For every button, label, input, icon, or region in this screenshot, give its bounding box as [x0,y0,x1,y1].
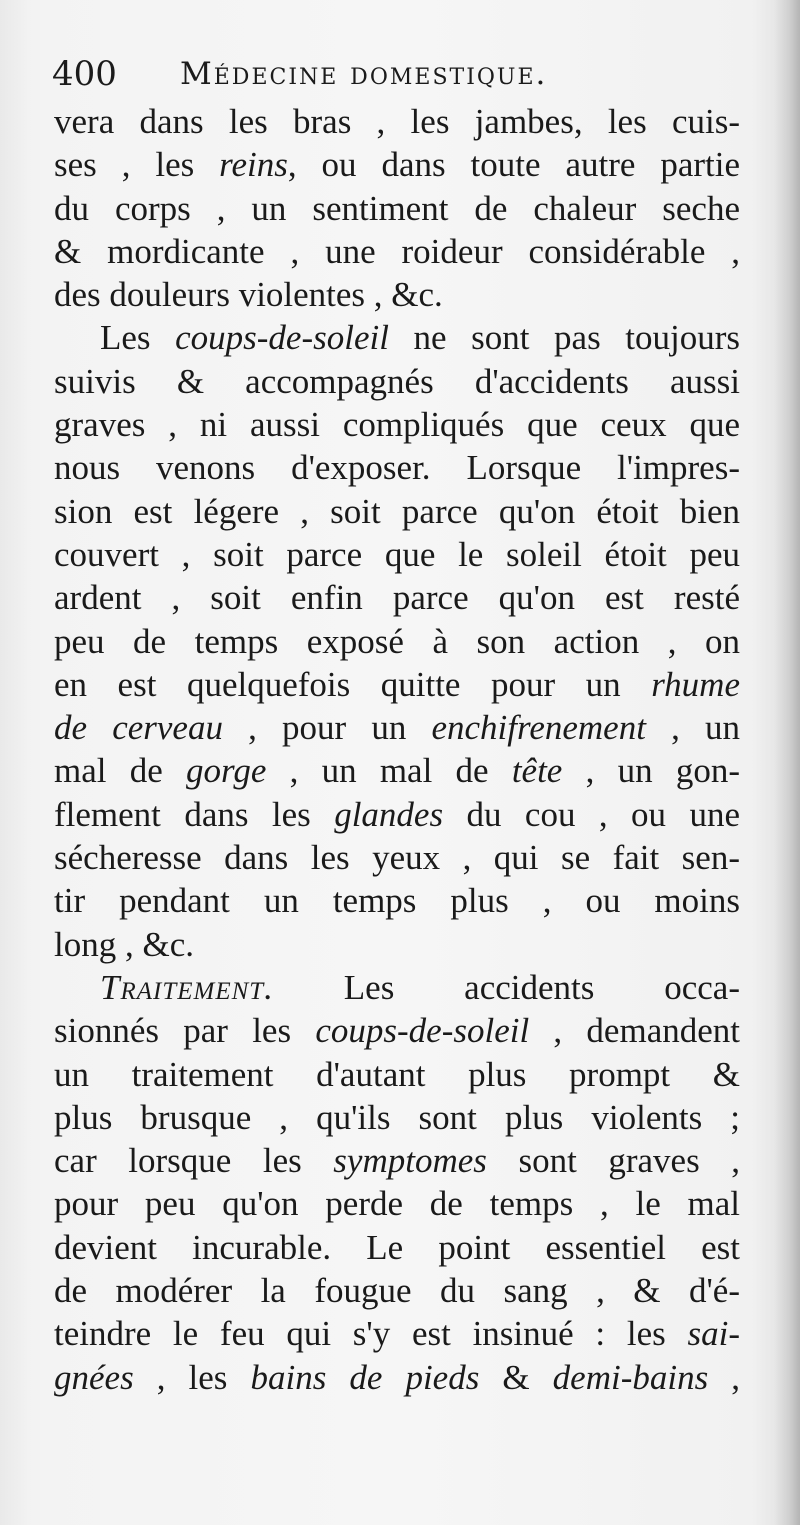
italic-run: bains de pieds [250,1357,480,1397]
text-line [54,360,740,403]
text-line [54,100,740,143]
text-line [54,1356,740,1399]
text-line [54,923,740,966]
italic-run: symptomes [333,1141,487,1181]
italic-run: enchifrenement [431,708,646,748]
text-run: car lorsque les [54,1141,334,1181]
text-run: suivis & accompagnés d'accidents aussi [54,361,740,401]
text-line [54,273,740,316]
text-run: ses , les [54,145,220,185]
text-line [54,1139,740,1182]
text-run: , un [645,708,740,748]
text-run: , un mal de [266,751,512,791]
text-run: pour peu qu'on perde de temps , le mal [54,1184,740,1224]
text-line [54,706,740,749]
text-run: nous venons d'exposer. Lorsque l'impres- [54,448,740,488]
text-run: de modérer la fougue du sang , & d'é- [54,1271,740,1311]
text-run: , [708,1357,740,1397]
page-header [52,52,752,96]
text-run: peu de temps exposé à son action , on [54,621,740,661]
text-line [54,620,740,663]
text-line [54,533,740,576]
text-run: Les [100,318,176,358]
text-run: sécheresse dans les yeux , qui se fait sen- [54,838,740,878]
text-line [54,793,740,836]
text-line [54,879,740,922]
text-line [54,316,740,359]
text-run: sion est légere , soit parce qu'on étoit bien [54,491,740,531]
text-line [54,576,740,619]
text-run: couvert , soit parce que le soleil étoit peu [54,534,740,574]
text-run: , demandent [529,1011,740,1051]
italic-run: reins [219,145,288,185]
text-line [54,403,740,446]
text-line [54,143,740,186]
text-run: en est quelquefois quitte pour un [54,664,652,704]
text-run: , ou dans toute autre partie [287,145,740,185]
italic-run: gorge [186,751,267,791]
text-run: devient incurable. Le point essentiel est [54,1227,740,1267]
text-line [54,1009,740,1052]
text-line [54,836,740,879]
text-line [54,1182,740,1225]
text-line [54,230,740,273]
italic-run: rhume [651,664,740,704]
text-run: un traitement d'autant plus prompt & [54,1054,740,1094]
page-edge-shadow [774,0,800,1525]
text-line [54,749,740,792]
body-text [54,100,740,1399]
text-run: Les accidents occa- [273,967,740,1007]
text-run: sont graves , [486,1141,740,1181]
italic-run: de cerveau [54,708,223,748]
italic-run: sai- [687,1314,740,1354]
text-line [54,663,740,706]
text-line [54,1269,740,1312]
text-run: , pour un [222,708,432,748]
text-run: plus brusque , qu'ils sont plus violents ; [54,1097,740,1137]
text-run: graves , ni aussi compliqués que ceux que [54,405,740,445]
text-run: du cou , ou une [443,794,740,834]
text-line [54,1096,740,1139]
text-run: teindre le feu qui s'y est insinué : les [54,1314,688,1354]
text-run: , les [133,1357,251,1397]
text-line [54,966,740,1009]
italic-run: demi-bains [552,1357,709,1397]
italic-run: coups-de-soleil [315,1011,530,1051]
italic-run: glandes [334,794,444,834]
text-run: des douleurs violentes , &c. [54,275,443,315]
text-run: ardent , soit enfin parce qu'on est resté [54,578,740,618]
text-run: ne sont pas toujours [388,318,740,358]
text-run: , un gon- [562,751,740,791]
text-line [54,187,740,230]
text-run: & [479,1357,553,1397]
running-head: Médecine domestique. [180,56,548,92]
text-run: flement dans les [54,794,335,834]
text-line [54,1053,740,1096]
text-run: vera dans les bras , les jambes, les cuis- [54,102,740,141]
text-run: long , &c. [54,924,194,964]
page-number: 400 [52,54,117,94]
italic-run: coups-de-soleil [175,318,389,358]
text-line [54,1312,740,1355]
text-line [54,1226,740,1269]
italic-run: tête [511,751,563,791]
text-run: du corps , un sentiment de chaleur seche [54,188,740,228]
text-line [54,446,740,489]
italic-run: gnées [54,1357,134,1397]
text-run: & mordicante , une roideur considérable , [54,231,740,271]
text-run: sionnés par les [54,1011,316,1051]
text-run: tir pendant un temps plus , ou moins [54,881,740,921]
text-line [54,490,740,533]
text-run: mal de [54,751,186,791]
section-heading: Traitement. [100,967,274,1007]
